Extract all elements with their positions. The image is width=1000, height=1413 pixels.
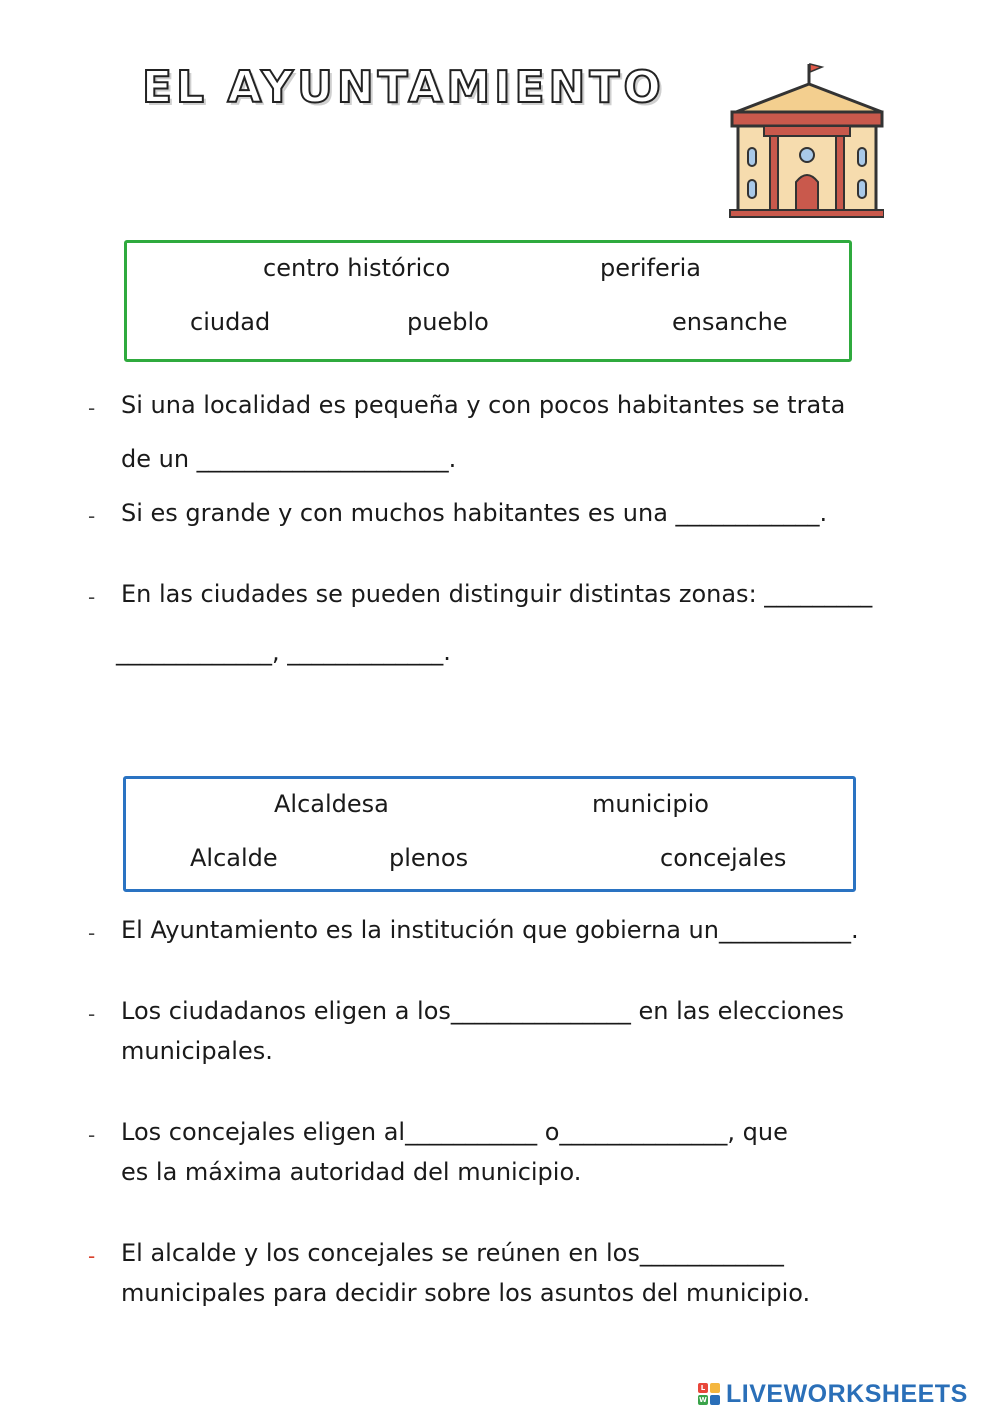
word-bank-item: centro histórico: [263, 254, 451, 282]
question-line: municipales.: [121, 1037, 273, 1065]
liveworksheets-mark-icon: L W: [698, 1383, 720, 1405]
town-hall-icon: [722, 58, 884, 220]
bullet-dash: -: [88, 921, 96, 945]
word-bank-item: periferia: [600, 254, 701, 282]
word-bank-item: Alcalde: [190, 844, 278, 872]
brand-name: LIVEWORKSHEETS: [726, 1379, 968, 1408]
question-line[interactable]: El Ayuntamiento es la institución que gobierna un___________.: [121, 916, 859, 944]
liveworksheets-logo[interactable]: [698, 1378, 968, 1410]
question-line[interactable]: Los ciudadanos eligen a los_______________ en las elecciones: [121, 997, 845, 1025]
bullet-dash: -: [88, 1123, 96, 1147]
word-bank-item: Alcaldesa: [274, 790, 389, 818]
word-bank-item: ensanche: [672, 308, 788, 336]
bullet-dash: -: [88, 585, 96, 609]
word-bank-item: municipio: [592, 790, 709, 818]
bullet-dash: -: [88, 504, 96, 528]
word-bank-item: plenos: [389, 844, 469, 872]
word-bank-item: concejales: [660, 844, 787, 872]
question-line[interactable]: de un _____________________.: [121, 445, 457, 473]
page-title: EL AYUNTAMIENTO: [142, 62, 665, 113]
question-line[interactable]: Los concejales eligen al___________ o______________, que: [121, 1118, 788, 1146]
bullet-dash: -: [88, 1002, 96, 1026]
question-line: municipales para decidir sobre los asuntos del municipio.: [121, 1279, 811, 1307]
word-bank-item: pueblo: [407, 308, 489, 336]
question-line[interactable]: _____________, _____________.: [116, 638, 451, 666]
question-line: es la máxima autoridad del municipio.: [121, 1158, 582, 1186]
question-line: Si una localidad es pequeña y con pocos habitantes se trata: [121, 391, 846, 419]
bullet-dash: -: [88, 396, 96, 420]
word-bank-box-1: [124, 240, 852, 362]
word-bank-item: ciudad: [190, 308, 271, 336]
question-line[interactable]: En las ciudades se pueden distinguir distintas zonas: _________: [121, 580, 873, 608]
question-line[interactable]: Si es grande y con muchos habitantes es una ____________.: [121, 499, 828, 527]
bullet-dash: -: [88, 1244, 96, 1268]
word-bank-box-2: [123, 776, 856, 892]
question-line[interactable]: El alcalde y los concejales se reúnen en los____________: [121, 1239, 784, 1267]
